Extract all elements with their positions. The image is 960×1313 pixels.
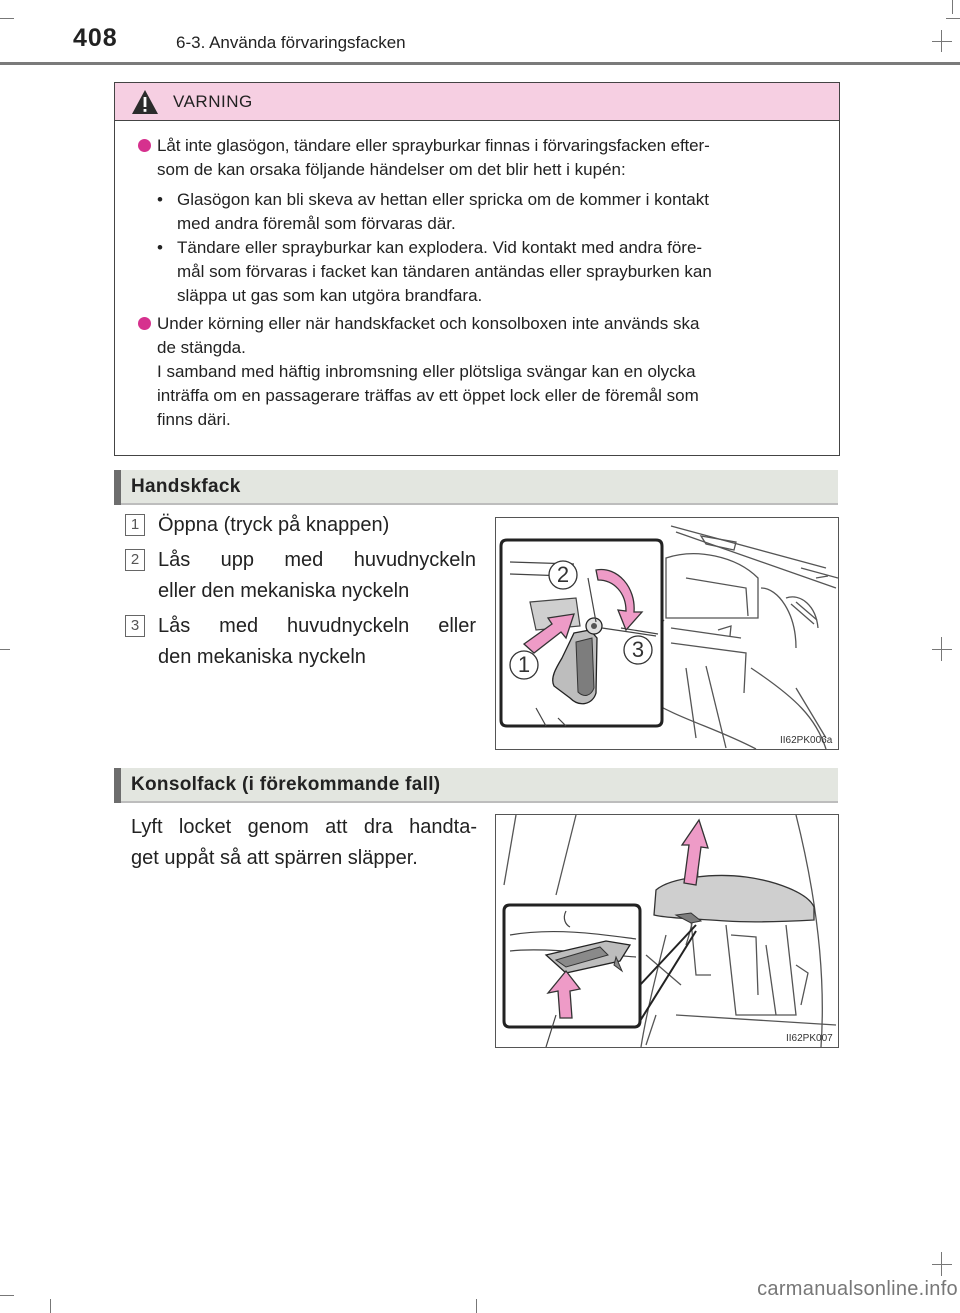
warning-subitem-2: • Tändare eller sprayburkar kan explodera. Vid kontakt med andra före- mål som förvaras i facket kan tändaren antändas eller sprayburken kan släppa ut gas som kan utgöra brandfara.: [135, 236, 829, 308]
warning-text-line: släppa ut gas som kan utgöra brandfara.: [177, 286, 483, 305]
watermark: carmanualsonline.info: [757, 1278, 958, 1300]
step-line: den mekaniska nyckeln: [158, 646, 366, 668]
glovebox-figure: [495, 517, 839, 750]
warning-text-line: Tändare eller sprayburkar kan explodera. Vid kontakt med andra före-: [177, 238, 703, 257]
step-number: 2: [125, 549, 145, 571]
step-text: [158, 545, 476, 607]
step-number: 3: [125, 615, 145, 637]
callout-2: 2: [556, 562, 570, 587]
warning-text-line: Låt inte glasögon, tändare eller sprayburkar finnas i förvaringsfacken efter-: [157, 136, 710, 155]
console-instruction: [131, 812, 477, 874]
callout-1: 1: [517, 652, 531, 677]
warning-subitem-1: • Glasögon kan bli skeva av hettan eller spricka om de kommer i kontakt med andra föremål som förvaras där.: [135, 188, 829, 236]
warning-header: [115, 83, 839, 121]
bullet-dot-icon: [138, 317, 151, 330]
section-title: Handskfack: [131, 476, 241, 497]
warning-box: [114, 82, 840, 456]
callout-3: 3: [631, 637, 645, 662]
section-header-glovebox: [114, 470, 838, 505]
section-bar: [114, 768, 121, 803]
section-title: Konsolfack (i förekommande fall): [131, 774, 441, 795]
chapter-title: 6-3. Använda förvaringsfacken: [176, 33, 406, 52]
figure-code: II62PK006a: [780, 735, 833, 746]
text-line: get uppåt så att spärren släpper.: [131, 847, 418, 869]
warning-text-line: mål som förvaras i facket kan tändaren antändas eller sprayburken kan: [177, 262, 712, 281]
console-illustration: [496, 815, 838, 1047]
figure-callouts: [496, 518, 838, 749]
console-figure: [495, 814, 839, 1048]
warning-text-line: finns däri.: [157, 410, 231, 429]
text-line: Lyft locket genom att dra handta-: [131, 816, 477, 838]
warning-text-line: Glasögon kan bli skeva av hettan eller spricka om de kommer i kontakt: [177, 190, 709, 209]
figure-code: II62PK007: [786, 1033, 833, 1044]
section-bar: [114, 470, 121, 505]
step-line: eller den mekaniska nyckeln: [158, 580, 410, 602]
step-text: [158, 510, 476, 541]
step-line: Öppna (tryck på knappen): [158, 514, 390, 536]
section-header-console: [114, 768, 838, 803]
header-rule: [0, 62, 960, 65]
page-number: 408: [73, 24, 118, 52]
warning-text-line: inträffa om en passagerare träffas av ett öppet lock eller de föremål som: [157, 386, 699, 405]
step-line: Lås med huvudnyckeln eller: [158, 615, 476, 637]
warning-item-1: [135, 134, 829, 182]
warning-title: VARNING: [173, 92, 253, 111]
warning-text-line: Under körning eller när handskfacket och konsolboxen inte används ska: [157, 314, 700, 333]
warning-text-line: de stängda.: [157, 338, 246, 357]
warning-triangle-icon: [131, 89, 159, 115]
warning-body: [115, 121, 839, 432]
step-line: Lås upp med huvudnyckeln: [158, 549, 476, 571]
step-number: 1: [125, 514, 145, 536]
warning-text-line: med andra föremål som förvaras där.: [177, 214, 456, 233]
warning-item-2: [135, 312, 829, 432]
step-text: [158, 611, 476, 673]
bullet-dot-icon: [138, 139, 151, 152]
warning-text-line: som de kan orsaka följande händelser om det blir hett i kupén:: [157, 160, 626, 179]
warning-text-line: I samband med häftig inbromsning eller plötsliga svängar kan en olycka: [157, 362, 696, 381]
